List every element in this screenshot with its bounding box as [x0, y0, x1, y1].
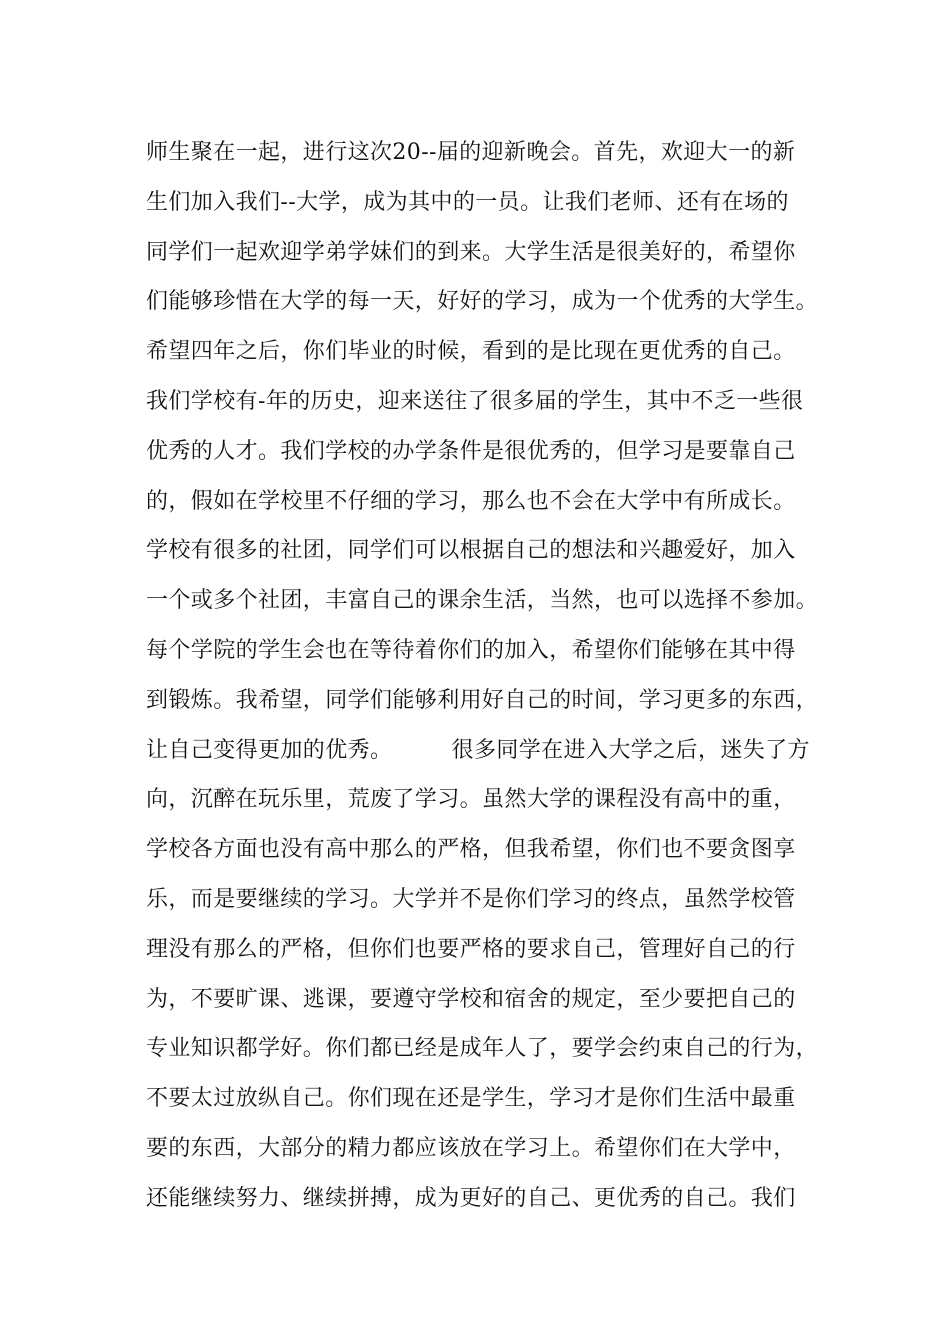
text-line: 师生聚在一起，进行这次20--届的迎新晚会。首先，欢迎大一的新 — [146, 140, 796, 165]
text-line: 让自己变得更加的优秀。 很多同学在进入大学之后，迷失了方 — [146, 737, 810, 763]
text-line: 专业知识都学好。你们都已经是成年人了，要学会约束自己的行为， — [146, 1036, 819, 1062]
text-line: 学校各方面也没有高中那么的严格，但我希望，你们也不要贪图享 — [146, 837, 796, 863]
text-line: 为，不要旷课、逃课，要遵守学校和宿舍的规定，至少要把自己的 — [146, 986, 796, 1012]
text-line: 我们学校有-年的历史，迎来送往了很多届的学生，其中不乏一些很 — [146, 388, 804, 414]
text-line: 一个或多个社团，丰富自己的课余生活，当然，也可以选择不参加。 — [146, 588, 819, 614]
text-line: 还能继续努力、继续拼搏，成为更好的自己、更优秀的自己。我们 — [146, 1185, 796, 1211]
text-line: 优秀的人才。我们学校的办学条件是很优秀的，但学习是要靠自己 — [146, 438, 796, 464]
body-text — [146, 128, 846, 1224]
text-line: 同学们一起欢迎学弟学妹们的到来。大学生活是很美好的，希望你 — [146, 239, 796, 265]
text-line: 们能够珍惜在大学的每一天，好好的学习，成为一个优秀的大学生。 — [146, 289, 819, 315]
text-line: 每个学院的学生会也在等待着你们的加入，希望你们能够在其中得 — [146, 637, 796, 663]
text-line: 生们加入我们--大学，成为其中的一员。让我们老师、还有在场的 — [146, 189, 789, 215]
text-line: 要的东西，大部分的精力都应该放在学习上。希望你们在大学中， — [146, 1135, 796, 1161]
text-line: 学校有很多的社团，同学们可以根据自己的想法和兴趣爱好，加入 — [146, 538, 796, 564]
text-line: 理没有那么的严格，但你们也要严格的要求自己，管理好自己的行 — [146, 936, 796, 962]
text-line: 向，沉醉在玩乐里，荒废了学习。虽然大学的课程没有高中的重， — [146, 787, 796, 813]
text-line: 到锻炼。我希望，同学们能够利用好自己的时间，学习更多的东西， — [146, 687, 819, 713]
text-line: 乐，而是要继续的学习。大学并不是你们学习的终点，虽然学校管 — [146, 886, 796, 912]
text-line: 的，假如在学校里不仔细的学习，那么也不会在大学中有所成长。 — [146, 488, 796, 514]
text-line: 不要太过放纵自己。你们现在还是学生，学习才是你们生活中最重 — [146, 1086, 796, 1112]
text-line: 希望四年之后，你们毕业的时候，看到的是比现在更优秀的自己。 — [146, 339, 796, 365]
